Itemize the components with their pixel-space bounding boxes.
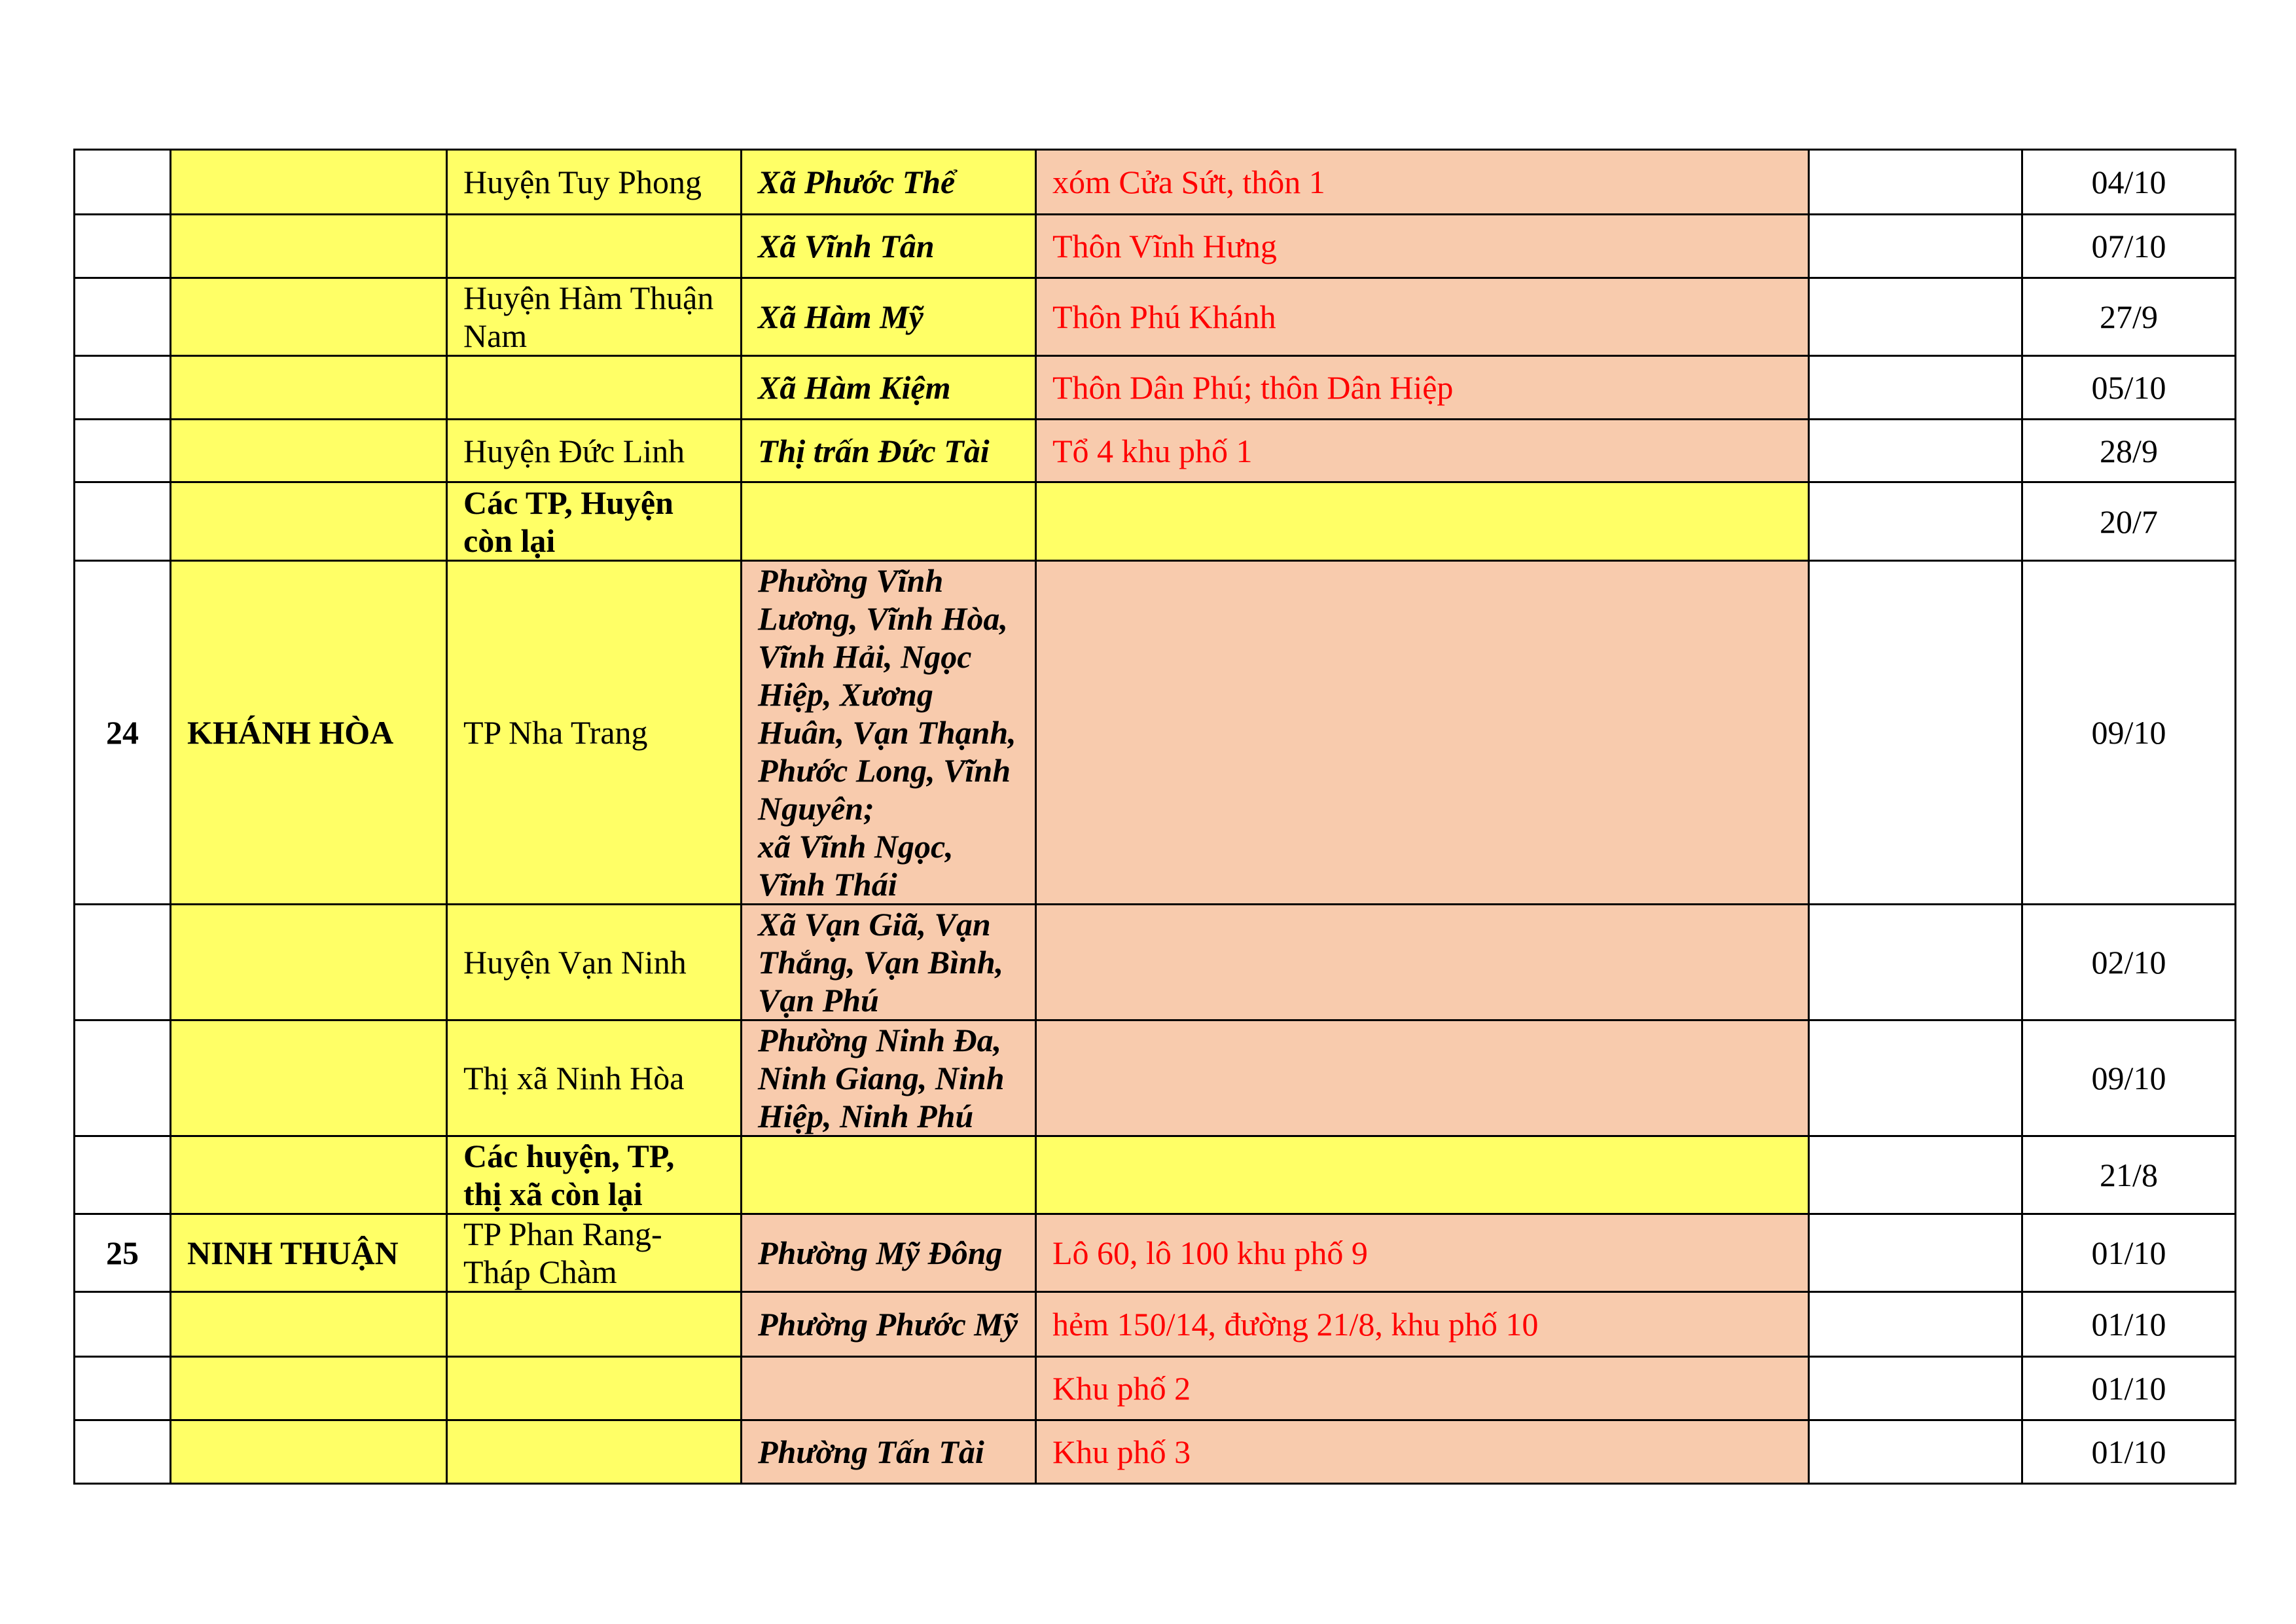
table-row: [75, 561, 2236, 905]
stt-cell: [75, 215, 171, 278]
district-cell: Thị xã Ninh Hòa: [447, 1020, 742, 1136]
table-row: [75, 1420, 2236, 1484]
note-cell: [1809, 1136, 2022, 1214]
district-cell: Huyện Tuy Phong: [447, 150, 742, 215]
district-cell: Huyện Hàm Thuận Nam: [447, 278, 742, 356]
stt-cell: [75, 482, 171, 561]
area-cell: [1036, 905, 1809, 1020]
table-row: [75, 905, 2236, 1020]
note-cell: [1809, 420, 2022, 482]
area-cell: Khu phố 2: [1036, 1357, 1809, 1420]
stt-cell: [75, 1357, 171, 1420]
area-cell: [1036, 1136, 1809, 1214]
area-cell: [1036, 482, 1809, 561]
stt-cell: 24: [75, 561, 171, 905]
date-cell: 01/10: [2022, 1420, 2236, 1484]
province-cell: [171, 1292, 447, 1357]
date-cell: 07/10: [2022, 215, 2236, 278]
commune-cell: Phường Vĩnh Lương, Vĩnh Hòa, Vĩnh Hải, Ngọc Hiệp, Xương Huân, Vạn Thạnh, Phước Long, Vĩnh Nguyên; xã Vĩnh Ngọc, Vĩnh Thái: [742, 561, 1036, 905]
date-cell: 01/10: [2022, 1292, 2236, 1357]
area-cell: xóm Cửa Sứt, thôn 1: [1036, 150, 1809, 215]
table-row: [75, 420, 2236, 482]
date-cell: 02/10: [2022, 905, 2236, 1020]
area-cell: Thôn Vĩnh Hưng: [1036, 215, 1809, 278]
province-cell: [171, 905, 447, 1020]
area-cell: Lô 60, lô 100 khu phố 9: [1036, 1214, 1809, 1292]
area-cell: Khu phố 3: [1036, 1420, 1809, 1484]
province-cell: [171, 482, 447, 561]
commune-cell: [742, 482, 1036, 561]
stt-cell: [75, 1136, 171, 1214]
date-cell: 05/10: [2022, 356, 2236, 420]
district-cell: TP Nha Trang: [447, 561, 742, 905]
note-cell: [1809, 482, 2022, 561]
table-row: [75, 482, 2236, 561]
province-cell: [171, 1357, 447, 1420]
area-cell: [1036, 561, 1809, 905]
commune-cell: Xã Phước Thể: [742, 150, 1036, 215]
area-cell: Thôn Phú Khánh: [1036, 278, 1809, 356]
district-cell: [447, 1420, 742, 1484]
commune-cell: Xã Vĩnh Tân: [742, 215, 1036, 278]
area-cell: [1036, 1020, 1809, 1136]
commune-cell: Phường Ninh Đa, Ninh Giang, Ninh Hiệp, Ninh Phú: [742, 1020, 1036, 1136]
date-cell: 01/10: [2022, 1357, 2236, 1420]
province-cell: [171, 1136, 447, 1214]
district-cell: Các TP, Huyện còn lại: [447, 482, 742, 561]
table-row: [75, 1357, 2236, 1420]
note-cell: [1809, 356, 2022, 420]
stt-cell: [75, 1420, 171, 1484]
commune-cell: [742, 1136, 1036, 1214]
commune-cell: Thị trấn Đức Tài: [742, 420, 1036, 482]
stt-cell: 25: [75, 1214, 171, 1292]
district-cell: TP Phan Rang- Tháp Chàm: [447, 1214, 742, 1292]
date-cell: 28/9: [2022, 420, 2236, 482]
stt-cell: [75, 1292, 171, 1357]
note-cell: [1809, 1020, 2022, 1136]
province-cell: [171, 215, 447, 278]
commune-cell: Xã Hàm Mỹ: [742, 278, 1036, 356]
commune-cell: Phường Phước Mỹ: [742, 1292, 1036, 1357]
province-cell: [171, 150, 447, 215]
stt-cell: [75, 420, 171, 482]
note-cell: [1809, 278, 2022, 356]
district-cell: [447, 1292, 742, 1357]
note-cell: [1809, 215, 2022, 278]
district-cell: Huyện Đức Linh: [447, 420, 742, 482]
table-row: [75, 1292, 2236, 1357]
table-row: [75, 1020, 2236, 1136]
province-cell: [171, 1020, 447, 1136]
note-cell: [1809, 150, 2022, 215]
area-cell: hẻm 150/14, đường 21/8, khu phố 10: [1036, 1292, 1809, 1357]
district-cell: [447, 215, 742, 278]
note-cell: [1809, 1292, 2022, 1357]
province-cell: [171, 1420, 447, 1484]
note-cell: [1809, 905, 2022, 1020]
note-cell: [1809, 1357, 2022, 1420]
province-cell: [171, 420, 447, 482]
district-cell: Các huyện, TP, thị xã còn lại: [447, 1136, 742, 1214]
district-cell: [447, 1357, 742, 1420]
stt-cell: [75, 278, 171, 356]
note-cell: [1809, 1214, 2022, 1292]
note-cell: [1809, 561, 2022, 905]
data-table: [73, 149, 2236, 1485]
commune-cell: Phường Mỹ Đông: [742, 1214, 1036, 1292]
province-cell: [171, 278, 447, 356]
date-cell: 20/7: [2022, 482, 2236, 561]
table-row: [75, 356, 2236, 420]
province-cell: [171, 356, 447, 420]
commune-cell: Xã Vạn Giã, Vạn Thắng, Vạn Bình, Vạn Phú: [742, 905, 1036, 1020]
commune-cell: Xã Hàm Kiệm: [742, 356, 1036, 420]
date-cell: 01/10: [2022, 1214, 2236, 1292]
district-cell: [447, 356, 742, 420]
table-row: [75, 1214, 2236, 1292]
province-cell: NINH THUẬN: [171, 1214, 447, 1292]
date-cell: 27/9: [2022, 278, 2236, 356]
stt-cell: [75, 356, 171, 420]
province-cell: KHÁNH HÒA: [171, 561, 447, 905]
date-cell: 09/10: [2022, 561, 2236, 905]
stt-cell: [75, 1020, 171, 1136]
stt-cell: [75, 150, 171, 215]
area-cell: Tổ 4 khu phố 1: [1036, 420, 1809, 482]
table-row: [75, 1136, 2236, 1214]
district-cell: Huyện Vạn Ninh: [447, 905, 742, 1020]
date-cell: 09/10: [2022, 1020, 2236, 1136]
table-row: [75, 278, 2236, 356]
date-cell: 21/8: [2022, 1136, 2236, 1214]
commune-cell: [742, 1357, 1036, 1420]
table-row: [75, 150, 2236, 215]
note-cell: [1809, 1420, 2022, 1484]
date-cell: 04/10: [2022, 150, 2236, 215]
commune-cell: Phường Tấn Tài: [742, 1420, 1036, 1484]
table-row: [75, 215, 2236, 278]
stt-cell: [75, 905, 171, 1020]
area-cell: Thôn Dân Phú; thôn Dân Hiệp: [1036, 356, 1809, 420]
